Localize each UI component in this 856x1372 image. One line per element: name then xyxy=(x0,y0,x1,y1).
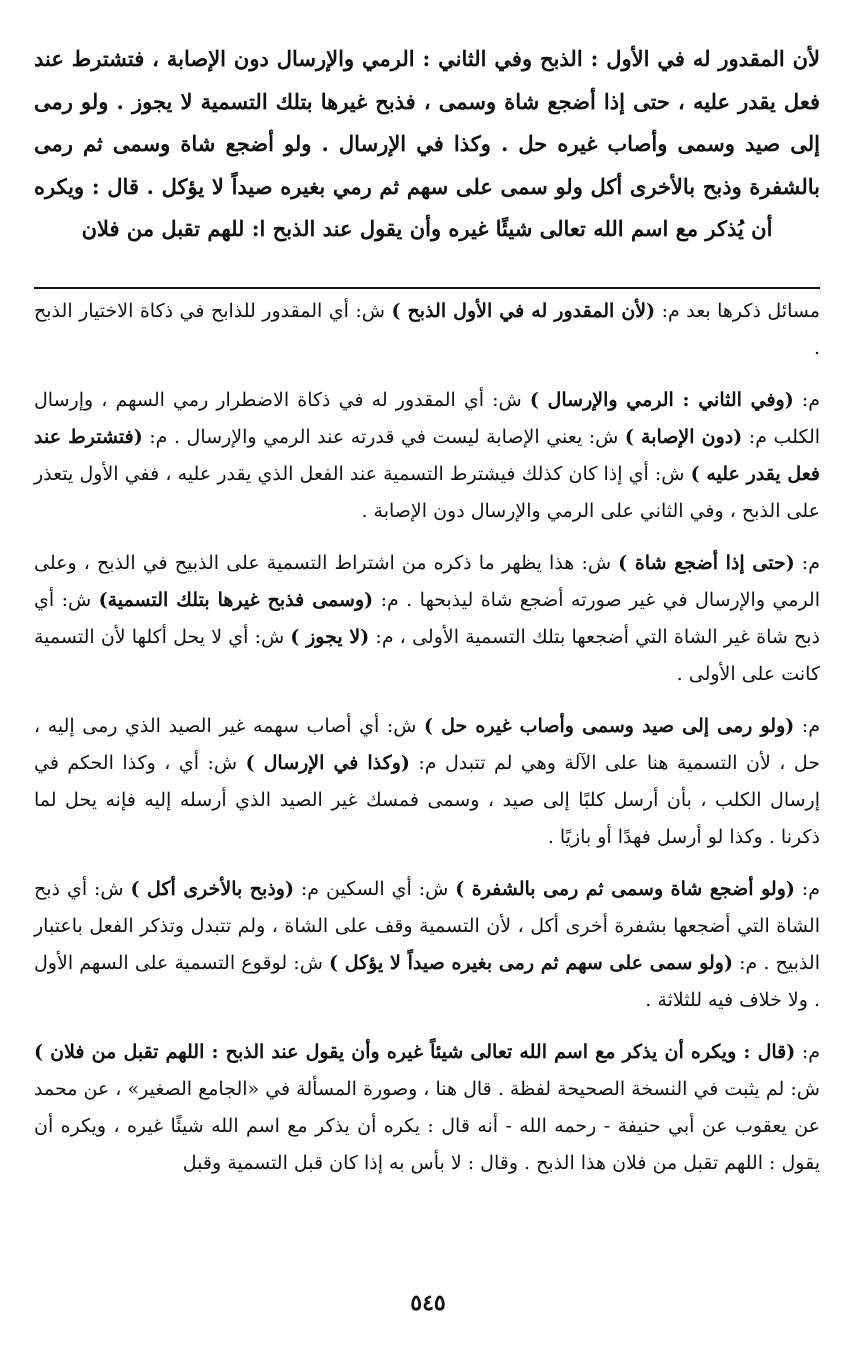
commentary-text: ش: أي ، وكذا الحكم في إرسال الكلب ، بأن أرسل كلبًا إلى صيد ، وسمى فمسك غير الصيد الذي أرسله إليه فإنه يحل لما ذكرنا . وكذا لو أرسل فهدًا أو بازيًا . xyxy=(34,751,820,848)
commentary-text: ش: أي لا يحل أكلها لأن التسمية كانت على الأولى . xyxy=(34,625,820,685)
sharh-commentary xyxy=(34,293,820,1182)
commentary-text: ش: أي السكين م: xyxy=(293,877,456,900)
commentary-text: م: xyxy=(795,1040,820,1063)
quoted-matn: (وفي الثاني : الرمي والإرسال ) xyxy=(529,388,794,411)
commentary-text: م: xyxy=(793,388,821,411)
commentary-text: م: xyxy=(794,877,820,900)
quoted-matn: (وكذا في الإرسال ) xyxy=(245,751,410,774)
sharh-paragraph xyxy=(34,293,820,367)
commentary-text: م: xyxy=(794,714,820,737)
page-content xyxy=(34,38,820,1197)
commentary-text: ش: لم يثبت في النسخة الصحيحة لفظة . قال هنا ، وصورة المسألة في «الجامع الصغير» ، عن محمد عن يعقوب عن أبي حنيفة - رحمه الله - أنه قال : يكره أن يذكر مع اسم الله شيئًا غيره ، ويكره أن يقول : اللهم تقبل من فلان هذا الذبح . وقال : لا بأس به إذا كان قبل التسمية وقبل xyxy=(34,1077,820,1174)
quoted-matn: (ولو أضجع شاة وسمى ثم رمى بالشفرة ) xyxy=(455,877,795,900)
sharh-paragraph xyxy=(34,1034,820,1182)
commentary-text: ش: أي ذبح شاة غير الشاة التي أضجعها بتلك التسمية الأولى ، م: xyxy=(34,588,821,648)
quoted-matn: (فتشترط عند فعل يقدر عليه ) xyxy=(34,425,820,485)
commentary-text: ش: أي المقدور له في ذكاة الاضطرار رمي السهم ، وإرسال الكلب م: xyxy=(34,388,821,448)
sharh-paragraph xyxy=(34,708,820,856)
commentary-text: م: xyxy=(794,551,820,574)
section-divider xyxy=(34,287,820,289)
commentary-text: ش: أي إذا كان كذلك فيشترط التسمية عند الفعل الذي يقدر عليه ، ففي الأول يتعذر على الذبح ، وفي الثاني على الرمي والإرسال دون الإصابة . xyxy=(34,462,820,522)
quoted-matn: (دون الإصابة ) xyxy=(624,425,743,448)
quoted-matn: (ولو رمى إلى صيد وسمى وأصاب غيره حل ) xyxy=(424,714,795,737)
quoted-matn: (لا يجوز ) xyxy=(290,625,370,648)
quoted-matn: (وسمى فذبح غيرها بتلك التسمية) xyxy=(98,588,374,611)
commentary-text: ش: هذا يظهر ما ذكره من اشتراط التسمية على الذبيح في الذبح ، وعلى الرمي والإرسال في غير صورته أضجع شاة ليذبحها . م: xyxy=(34,551,820,611)
sharh-paragraph xyxy=(34,871,820,1019)
quoted-matn: (قال : ويكره أن يذكر مع اسم الله تعالى شيئاً غيره وأن يقول عند الذبح : اللهم تقبل من فلان ) xyxy=(34,1040,796,1063)
quoted-matn: (لأن المقدور له في الأول الذبح ) xyxy=(391,299,656,322)
commentary-text: مسائل ذكرها بعد م: xyxy=(655,299,820,322)
quoted-matn: (وذبح بالأخرى أكل ) xyxy=(130,877,294,900)
page-number: ٥٤٥ xyxy=(410,1290,446,1316)
quoted-matn: (حتى إذا أضجع شاة ) xyxy=(618,551,795,574)
commentary-text: ش: لوقوع التسمية على السهم الأول . ولا خلاف فيه للثلاثة . xyxy=(34,951,820,1011)
commentary-text: ش: أي المقدور للذابح في ذكاة الاختيار الذبح . xyxy=(34,299,820,359)
commentary-text: ش: يعني الإصابة ليست في قدرته عند الرمي والإرسال . م: xyxy=(142,425,625,448)
commentary-text: ش: أي ذبح الشاة التي أضجعها بشفرة أخرى أكل ، لأن التسمية وقف على الشاة ، ولم تتبدل وتذكر الفعل باعتبار الذبيح . م: xyxy=(34,877,820,974)
sharh-paragraph xyxy=(34,382,820,530)
sharh-paragraph xyxy=(34,545,820,693)
quoted-matn: (ولو سمى على سهم ثم رمى بغيره صيداً لا يؤكل ) xyxy=(329,951,733,974)
matn-text: لأن المقدور له في الأول : الذبح وفي الثاني : الرمي والإرسال دون الإصابة ، فتشترط عند فعل يقدر عليه ، حتى إذا أضجع شاة وسمى ، فذبح غيرها بتلك التسمية لا يجوز . ولو رمى إلى صيد وسمى وأصاب غيره حل . وكذا في الإرسال . ولو أضجع شاة وسمى ثم رمى بالشفرة وذبح بالأخرى أكل ولو سمى على سهم ثم رمي بغيره صيداً لا يؤكل . قال : ويكره أن يُذكر مع اسم الله تعالى شيئًا غيره وأن يقول عند الذبح ا: للهم تقبل من فلان xyxy=(34,46,820,241)
commentary-text: ش: أي أصاب سهمه غير الصيد الذي رمى إليه ، حل ، لأن التسمية هنا على الآلة وهي لم تتبدل م: xyxy=(34,714,820,774)
